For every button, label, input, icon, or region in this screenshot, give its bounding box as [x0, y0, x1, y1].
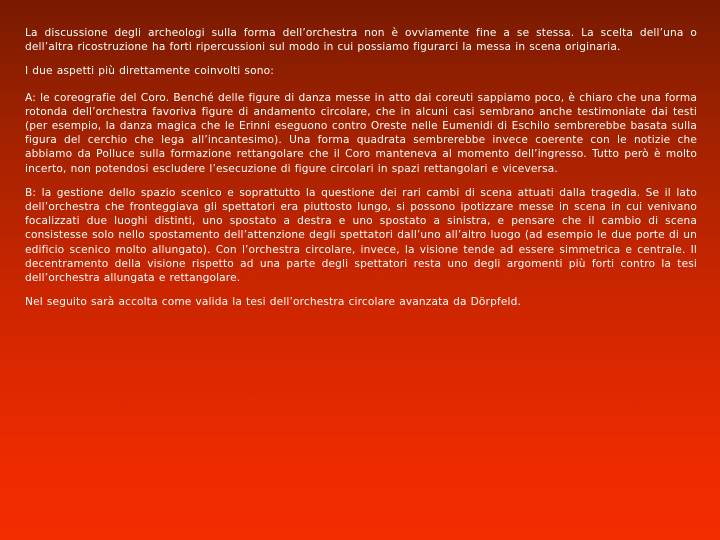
point-a-paragraph: A: le coreografie del Coro. Benché delle figure di danza messe in atto dai coreuti sappiamo poco, è chiaro che una forma rotonda dell’orchestra favoriva figure di andamento circolare, che in alcuni casi sembrano anche testimoniate dai testi (per esempio, la danza magica che le Erinni eseguono contro Oreste nelle Eumenidi di Eschilo sembrerebbe basata sulla figura del cerchio che lega all’incantesimo). Una forma quadrata sembrerebbe invece coerente con le notizie che abbiamo da Polluce sulla formazione rettangolare che il Coro manteneva al momento dell’ingresso. Tutto però è molto incerto, non potendosi escludere l’esecuzione di figure circolari in spazi rettangolari e viceversa.	[25, 91, 697, 175]
conclusion-paragraph: Nel seguito sarà accolta come valida la tesi dell’orchestra circolare avanzata da Dörpfeld.	[25, 296, 521, 309]
intro-paragraph: La discussione degli archeologi sulla forma dell’orchestra non è ovviamente fine a se stessa. La scelta dell’una o dell’altra ricostruzione ha forti ripercussioni sul modo in cui possiamo figurarci la messa in scena originaria.	[25, 27, 697, 54]
point-b-paragraph: B: la gestione dello spazio scenico e soprattutto la questione dei rari cambi di scena attuati dalla tragedia. Se il lato dell’orchestra che fronteggiava gli spettatori era piuttosto lungo, si possono ipotizzare messe in scena in cui venivano focalizzati due luoghi distinti, uno spostato a destra e uno spostato a sinistra, e pensare che il cambio di scena consistesse solo nello spostamento dell’attenzione degli spettatori dall’uno all’altro luogo (ad esempio le due porte di un edificio scenico molto allungato). Con l’orchestra circolare, invece, la visione tende ad essere simmetrica e centrale. Il decentramento della visione rispetto ad una parte degli spettatori resta uno degli argomenti più forti contro la tesi dell’orchestra allungata e rettangolare.	[25, 186, 697, 285]
aspects-heading: I due aspetti più direttamente coinvolti sono:	[25, 65, 274, 78]
